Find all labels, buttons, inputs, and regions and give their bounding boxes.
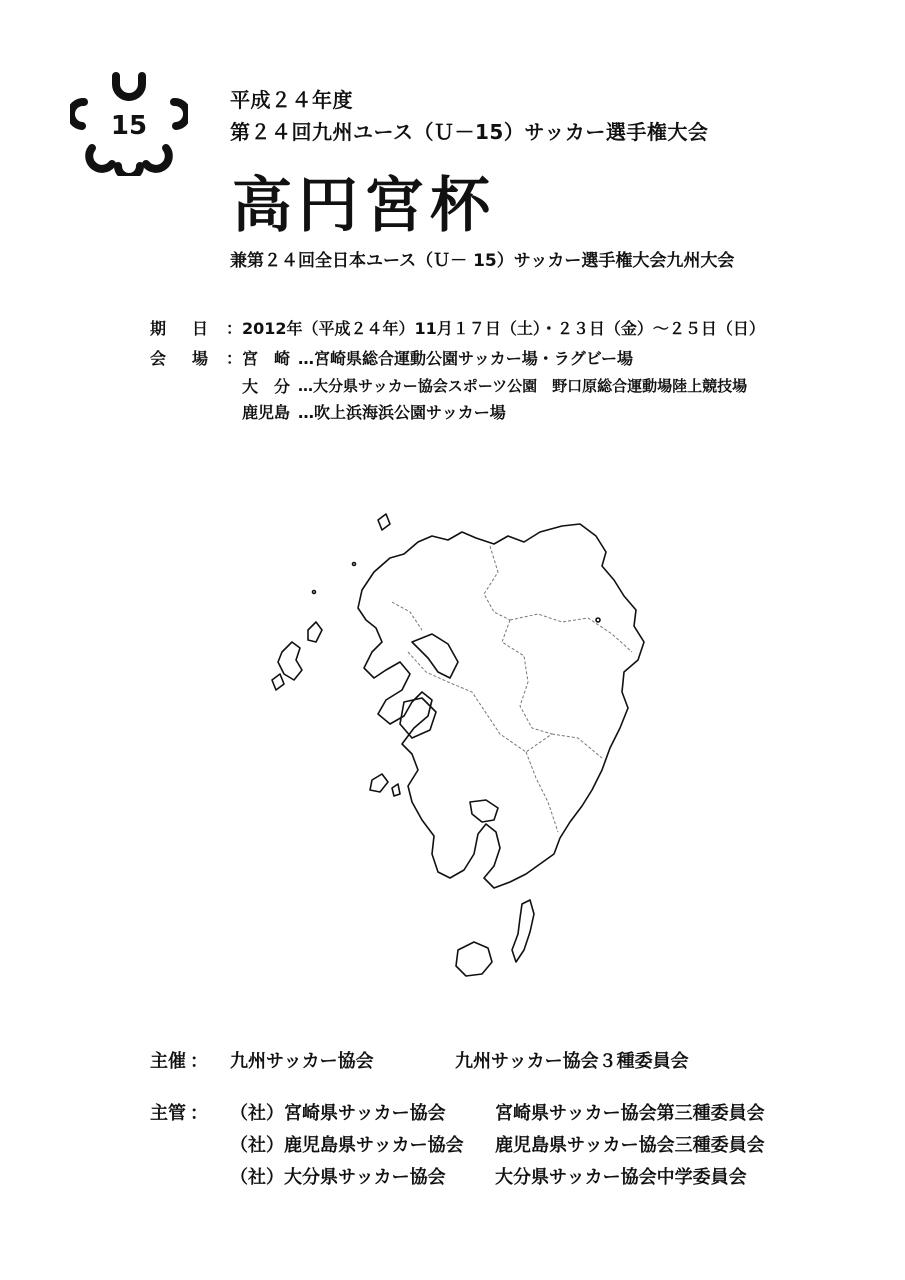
venue-detail: …宮崎県総合運動公園サッカー場・ラグビー場	[298, 348, 634, 368]
host-section	[150, 1044, 689, 1076]
page-title: 高円宮杯	[232, 171, 496, 241]
venue-name: 大 分	[242, 376, 291, 396]
manager-label: 主管	[150, 1103, 186, 1124]
manager-committee: 鹿児島県サッカー協会三種委員会	[495, 1135, 765, 1156]
venue-sep: ：	[226, 348, 243, 368]
manager-row	[150, 1128, 765, 1160]
kyushu-map-icon	[262, 502, 652, 992]
event-name: 第２４回九州ユース（Ｕ－15）サッカー選手権大会	[230, 120, 709, 144]
schedule-info	[150, 312, 765, 424]
host-colon: ：	[190, 1051, 208, 1072]
host-org: 九州サッカー協会３種委員会	[455, 1051, 689, 1072]
manager-row	[150, 1160, 765, 1192]
venue-row-2	[150, 372, 765, 398]
date-value: 2012年（平成２４年）11月１７日（土）・２３日（金）～２５日（日）	[242, 318, 765, 338]
venue-label: 会 場	[150, 348, 214, 368]
event-year: 平成２４年度	[230, 88, 353, 112]
venue-name: 宮 崎	[242, 348, 291, 368]
manager-org: （社）宮崎県サッカー協会	[230, 1103, 446, 1124]
venue-row-3	[150, 398, 765, 424]
venue-detail: …吹上浜海浜公園サッカー場	[298, 402, 506, 422]
manager-section	[150, 1096, 765, 1192]
manager-committee: 大分県サッカー協会中学委員会	[495, 1167, 747, 1188]
date-row	[150, 312, 765, 342]
event-subtitle: 兼第２４回全日本ユース（Ｕ－ 15）サッカー選手権大会九州大会	[230, 251, 735, 271]
manager-org: （社）鹿児島県サッカー協会	[230, 1135, 464, 1156]
venue-name: 鹿児島	[242, 402, 291, 422]
host-label: 主催	[150, 1051, 186, 1072]
u15-emblem-icon	[70, 68, 188, 176]
manager-row	[150, 1096, 765, 1128]
date-sep: ：	[226, 318, 243, 338]
host-row	[150, 1044, 689, 1076]
venue-row-1	[150, 342, 765, 372]
date-label: 期 日	[150, 318, 214, 338]
manager-colon: ：	[190, 1103, 208, 1124]
logo-text: 15	[110, 111, 148, 141]
venue-detail: …大分県サッカー協会スポーツ公園 野口原総合運動場陸上競技場	[298, 376, 748, 395]
manager-org: （社）大分県サッカー協会	[230, 1167, 446, 1188]
manager-committee: 宮崎県サッカー協会第三種委員会	[495, 1103, 765, 1124]
host-org: 九州サッカー協会	[230, 1051, 374, 1072]
